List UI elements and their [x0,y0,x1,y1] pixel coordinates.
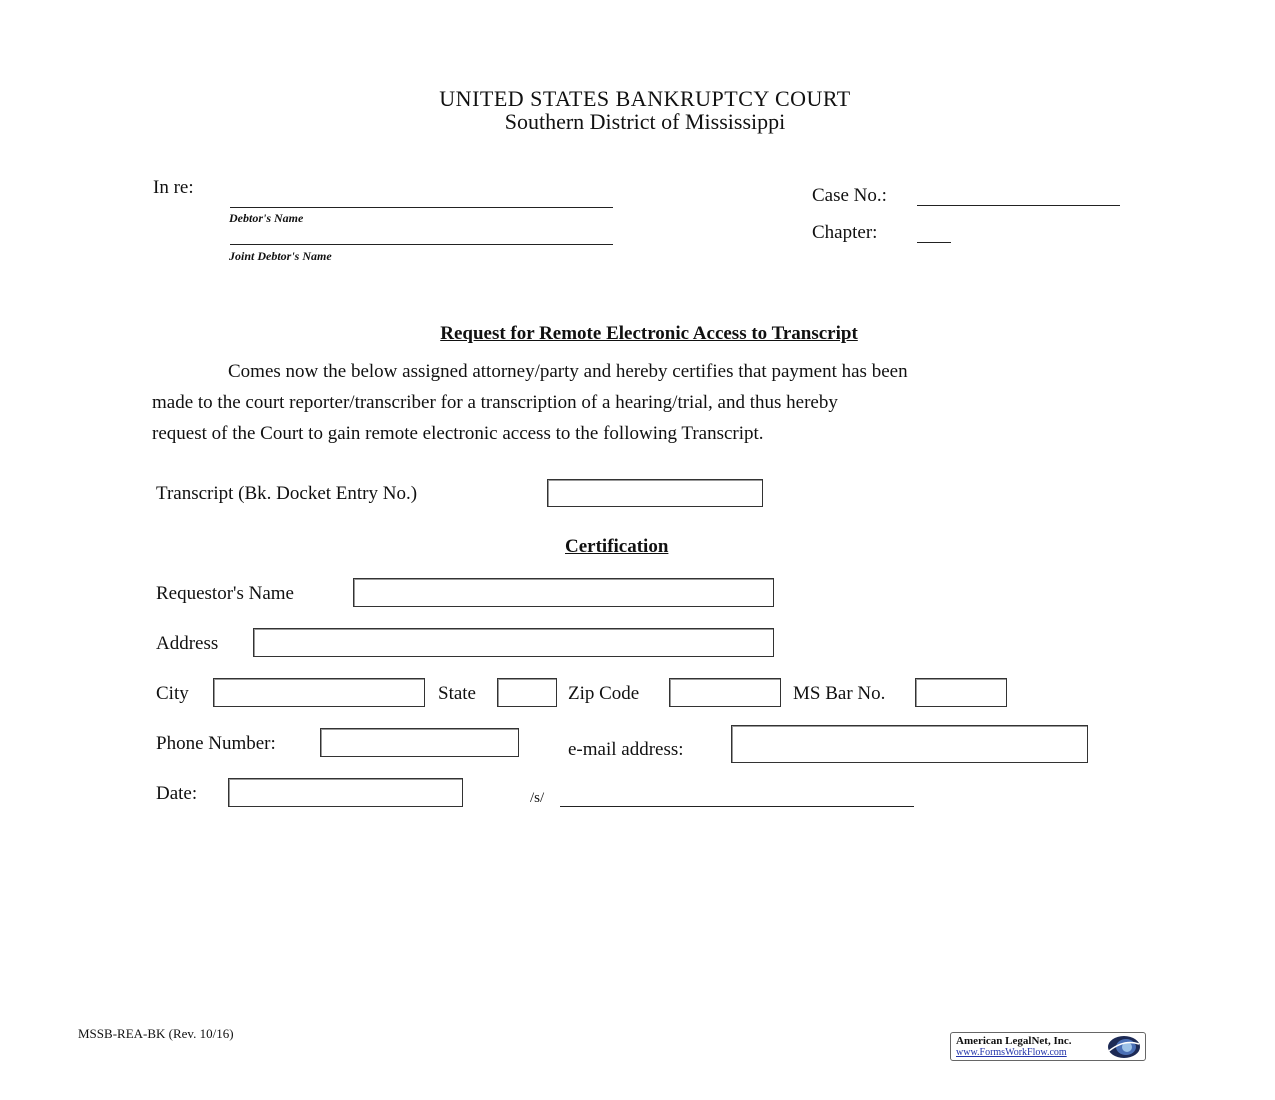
zip-code-label: Zip Code [568,683,640,704]
date-input[interactable] [228,778,463,807]
city-input[interactable] [213,678,425,707]
state-label: State [438,683,476,704]
city-label: City [156,683,189,704]
body-paragraph [152,356,1132,449]
form-id: MSSB-REA-BK (Rev. 10/16) [78,1026,234,1041]
body-line-2: made to the court reporter/transcriber for a transcription of a hearing/trial, and thus hereby [152,392,838,413]
chapter-label: Chapter: [812,222,878,243]
address-input[interactable] [253,628,774,657]
address-label: Address [156,633,219,654]
case-number-label: Case No.: [812,185,887,206]
court-district: Southern District of Mississippi [504,109,786,134]
requestor-name-label: Requestor's Name [156,583,294,604]
form-title: Request for Remote Electronic Access to Transcript [440,323,858,344]
transcript-label: Transcript (Bk. Docket Entry No.) [156,483,418,504]
state-input[interactable] [497,678,557,707]
debtor-name-line[interactable] [230,207,613,208]
requestor-name-input[interactable] [353,578,774,607]
publisher-logo [950,1032,1146,1061]
email-address-input[interactable] [731,725,1088,763]
chapter-line[interactable] [917,242,951,243]
transcript-docket-input[interactable] [547,479,763,507]
joint-debtor-name-line[interactable] [230,244,613,245]
signature-prefix: /s/ [530,790,545,806]
body-line-3: request of the Court to gain remote electronic access to the following Transcript. [152,423,764,444]
in-re-label: In re: [153,177,194,198]
phone-number-label: Phone Number: [156,733,276,754]
globe-icon [1106,1035,1142,1059]
ms-bar-number-input[interactable] [915,678,1007,707]
signature-line[interactable] [560,806,914,807]
body-line-1: Comes now the below assigned attorney/party and hereby certifies that payment has been [228,361,908,382]
case-number-line[interactable] [917,205,1120,206]
ms-bar-number-label: MS Bar No. [793,683,886,704]
court-name: UNITED STATES BANKRUPTCY COURT [439,86,851,111]
date-label: Date: [156,783,198,804]
certification-heading: Certification [565,536,669,557]
joint-debtor-name-label: Joint Debtor's Name [229,249,332,263]
phone-number-input[interactable] [320,728,519,757]
zip-code-input[interactable] [669,678,781,707]
email-address-label: e-mail address: [568,739,684,760]
logo-company-name: American LegalNet, Inc. [956,1035,1072,1047]
debtor-name-label: Debtor's Name [229,211,304,225]
logo-url-link[interactable]: www.FormsWorkFlow.com [956,1047,1067,1058]
